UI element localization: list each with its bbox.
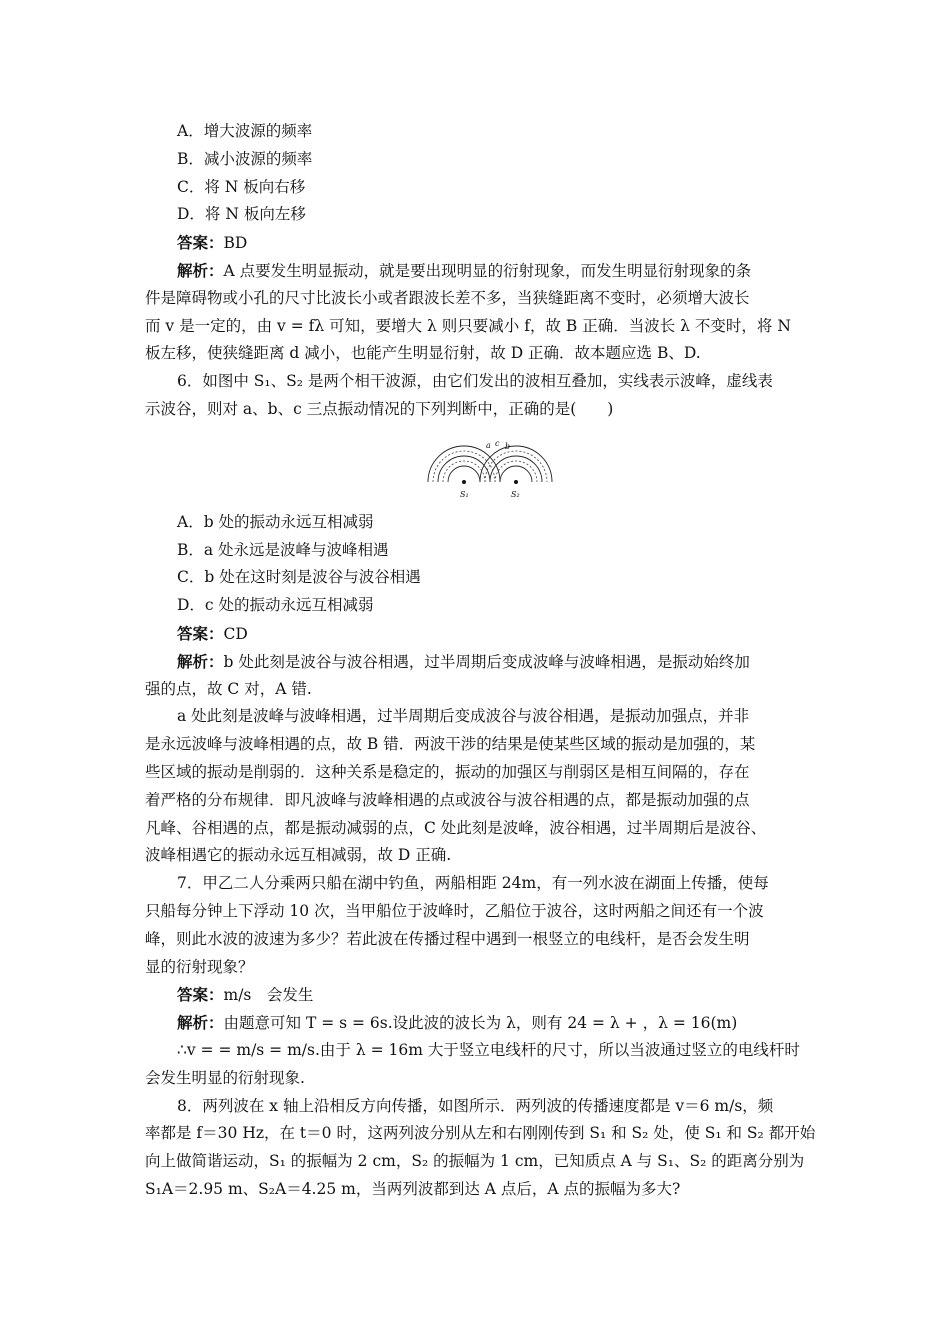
q6-analysis-line: 强的点，故 C 对，A 错. [145, 679, 312, 698]
source-s1-dot [462, 480, 466, 484]
q6-option-b: B．a 处永远是波峰与波峰相遇 [177, 540, 389, 559]
q5-option-b: B．减小波源的频率 [177, 149, 313, 168]
analysis-label: 解析： [177, 260, 224, 280]
q6-analysis-line: 是永远波峰与波峰相遇的点，故 B 错．两波干涉的结果是使某些区域的振动是加强的，某 [145, 735, 756, 754]
s2-trough-inner [495, 461, 537, 482]
q5-option-a: A．增大波源的频率 [177, 122, 313, 140]
interference-figure [425, 437, 555, 503]
label-c: c [495, 439, 500, 448]
q6-stem-line: 6．如图中 S₁、S₂ 是两个相干波源，由它们发出的波相互叠加，实线表示波峰，虚线表 [177, 372, 773, 391]
answer-label: 答案： [177, 623, 224, 643]
q7-analysis-line: 会发生明显的衍射现象. [145, 1068, 305, 1087]
s1-crest-inner [448, 466, 480, 482]
q8-stem-line: 率都是 f＝30 Hz，在 t＝0 时，这两列波分别从左和右刚刚传到 S₁ 和 S₂ 处，使 S₁ 和 S₂ 都开始 [145, 1124, 816, 1143]
analysis-text: 由题意可知 T = s = 6s.设此波的波长为 λ，则有 24 = λ + ，λ = 16(m) [223, 1014, 738, 1033]
answer-value: BD [223, 234, 248, 253]
q5-analysis-line: 件是障碍物或小孔的尺寸比波长小或者跟波长差不多，当狭缝距离不变时，必须增大波长 [145, 288, 750, 307]
q5-option-d: D．将 N 板向左移 [177, 205, 306, 224]
q6-option-c: C．b 处在这时刻是波谷与波谷相遇 [177, 568, 421, 587]
q6-option-d: D．c 处的振动永远互相减弱 [177, 596, 374, 615]
q5-answer [145, 229, 815, 257]
analysis-text: A 点要发生明显振动，就是要出现明显的衍射现象，而发生明显衍射现象的条 [223, 261, 752, 280]
q5-analysis-line [145, 257, 815, 285]
analysis-label: 解析： [177, 651, 224, 671]
q8-stem-line: S₁A＝2.95 m、S₂A＝4.25 m，当两列波都到达 A 点后，A 点的振幅为多大? [145, 1179, 681, 1198]
answer-label: 答案： [177, 985, 224, 1005]
q6-analysis-line: a 处此刻是波峰与波峰相遇，过半周期后变成波谷与波谷相遇，是振动加强点，并非 [177, 707, 750, 726]
label-a: a [486, 441, 491, 450]
answer-label: 答案： [177, 233, 224, 253]
q6-analysis-line: 些区域的振动是削弱的．这种关系是稳定的，振动的加强区与削弱区是相互间隔的，存在 [145, 762, 750, 781]
q7-stem-line: 峰，则此水波的波速为多少？若此波在传播过程中遇到一根竖立的电线杆，是否会发生明 [145, 929, 750, 948]
answer-value: m/s 会发生 [223, 986, 314, 1005]
q7-analysis-line: ∴v = = m/s = m/s.由于 λ = 16m 大于竖立电线杆的尺寸，所以当波通过竖立的电线杆时 [177, 1040, 800, 1059]
s2-crest-inner [500, 466, 532, 482]
q6-answer [145, 620, 815, 648]
s1-trough-inner [443, 461, 485, 482]
label-s2: S₂ [511, 490, 520, 499]
q6-analysis-line: 凡峰、谷相遇的点，都是振动减弱的点，C 处此刻是波峰，波谷相遇，过半周期后是波谷、 [145, 818, 767, 837]
q7-analysis-line [145, 1009, 815, 1037]
source-s2-dot [514, 480, 518, 484]
q6-analysis-line [145, 648, 815, 676]
answer-value: CD [223, 624, 248, 643]
q8-stem-line: 向上做简谐运动，S₁ 的振幅为 2 cm，S₂ 的振幅为 1 cm，已知质点 A 与 S₁、S₂ 的距离分别为 [145, 1152, 805, 1171]
label-b: b [505, 442, 511, 451]
q5-analysis-line: 而 v 是一定的，由 v = fλ 可知，要增大 λ 则只要减小 f，故 B 正确．当波长 λ 不变时，将 N [145, 316, 791, 335]
q6-analysis-line: 波峰相遇它的振动永远互相减弱，故 D 正确. [145, 846, 452, 865]
q7-stem-line: 显的衍射现象？ [145, 957, 254, 976]
document-page [145, 118, 815, 1204]
label-s1: S₁ [460, 490, 469, 499]
q7-stem-line: 7．甲乙二人分乘两只船在湖中钓鱼，两船相距 24m，有一列水波在湖面上传播，使每 [177, 874, 769, 893]
q8-stem-line: 8．两列波在 x 轴上沿相反方向传播，如图所示．两列波的传播速度都是 v＝6 m/s，频 [177, 1096, 774, 1115]
q6-option-a: A．b 处的振动永远互相减弱 [177, 512, 374, 531]
q5-option-c: C．将 N 板向右移 [177, 177, 306, 196]
q7-answer [145, 981, 815, 1009]
q6-analysis-line: 着严格的分布规律．即凡波峰与波峰相遇的点或波谷与波谷相遇的点，都是振动加强的点 [145, 790, 750, 809]
analysis-text: b 处此刻是波谷与波谷相遇，过半周期后变成波峰与波峰相遇，是振动始终加 [223, 652, 750, 671]
analysis-label: 解析： [177, 1013, 224, 1033]
q6-stem-line: 示波谷，则对 a、b、c 三点振动情况的下列判断中，正确的是( ) [145, 399, 614, 418]
q5-analysis-line: 板左移，使狭缝距离 d 减小，也能产生明显衍射，故 D 正确．故本题应选 B、D. [145, 344, 701, 363]
q7-stem-line: 只船每分钟上下浮动 10 次，当甲船位于波峰时，乙船位于波谷，这时两船之间还有一个波 [145, 901, 764, 920]
